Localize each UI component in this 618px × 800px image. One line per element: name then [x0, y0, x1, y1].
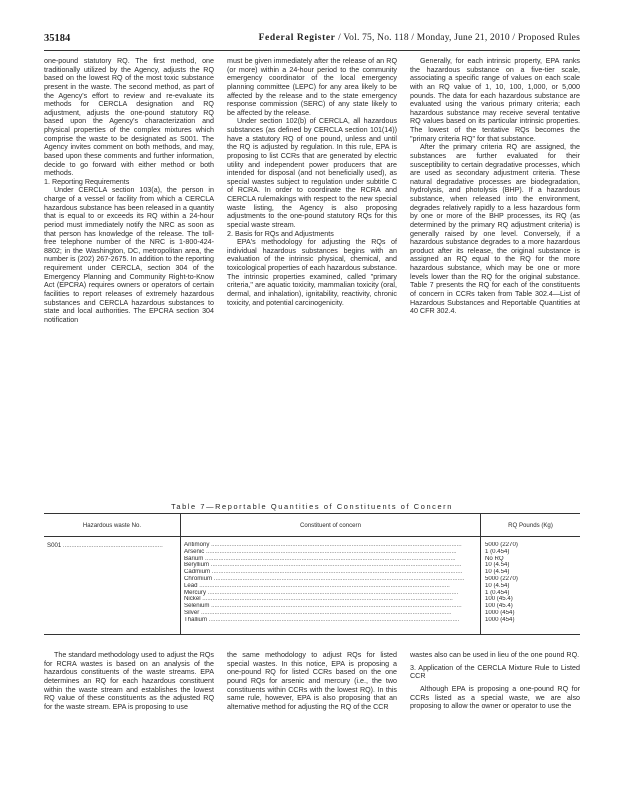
- running-head-title: Federal Register: [258, 33, 336, 43]
- dot-leader: ....................................................................................................................................................: [197, 582, 450, 589]
- table-header-rq: RQ Pounds (Kg): [481, 514, 580, 537]
- rq-value: 10 (4.54): [485, 582, 510, 589]
- paragraph: wastes also can be used in lieu of the one pound RQ.: [410, 651, 580, 659]
- table-header-constituent: Constituent of concern: [181, 514, 481, 537]
- paragraph: After the primary criteria RQ are assigned, the substances are further evaluated for their susceptibility to certain degradative processes, which are used as secondary adjustment criteria. These natural degradative processes are biodegradation, hydrolysis, and photolysis (BHP). If a hazardous substance, when released into the environment, degrades relatively rapidly to a less hazardous form by one or more of the BHP processes, its RQ (as determined by the primary RQ adjustment criteria) is generally raised by one level. Conversely, if a hazardous substance degrades to a more hazardous product after its release, the original substance is assigned an RQ equal to the RQ for the more hazardous substance, which may be one or more levels lower than the RQ for the original substance. Table 7 presents the RQ for each of the constituents of concern in CCRs taken from Table 302.4—List of Hazardous Substances and Reportable Quantities at 40 CFR 302.4.: [410, 143, 580, 316]
- constituent-name: Lead: [184, 582, 198, 589]
- dot-leader: ....................................................................................................................................................: [212, 575, 465, 582]
- running-head: [259, 33, 580, 43]
- top-column-3: [410, 57, 580, 316]
- table-title: Table 7—Reportable Quantities of Constituents of Concern: [171, 502, 453, 511]
- constituent-name: Beryllium: [184, 562, 210, 569]
- dot-leader: ....................................................................................................................................................: [210, 569, 463, 576]
- paragraph: EPA's methodology for adjusting the RQs of individual hazardous substances begins with an evaluation of the intrinsic physical, chemical, and toxicological properties of each hazardous substance. The intrinsic properties examined, called "primary criteria," are aquatic toxicity, mammalian toxicity (oral, dermal, and inhalation), ignitability, reactivity, chronic toxicity, and potential carcinogenicity.: [227, 238, 397, 307]
- table-row-constituent: [184, 569, 477, 576]
- running-header: [44, 33, 580, 47]
- paragraph: must be given immediately after the release of an RQ (or more) within a 24-hour period to the community emergency coordinator of the local emergency planning committee (LEPC) for any area likely to be affected by the release and to the state emergency response commission (SERC) of any state likely to be affected by the release.: [227, 57, 397, 117]
- rq-value: 100 (45.4): [485, 603, 513, 610]
- waste-number-cell: [47, 542, 177, 549]
- constituent-name: Nickel: [184, 596, 201, 603]
- rq-value: 1 (0.454): [485, 589, 510, 596]
- paragraph: one-pound statutory RQ. The first method, one traditionally utilized by the Agency, adjusts the RQ based on the lowest RQ of the most toxic substance present in the waste. The second method, as part of the Agency's effort to review and re-evaluate its methods for CERCLA designation and RQ adjustment, adjusts the one-pound statutory RQ based upon the Agency's characterization and physical properties of the complex mixtures which comprise the waste to be designated as S001. The Agency invites comment on both methods, and may, based upon these comments and further information, decide to go forward with either method or both methods.: [44, 57, 214, 178]
- dot-leader: ....................................................................................................................................................: [203, 555, 456, 562]
- rq-table: [44, 513, 580, 635]
- constituent-name: Cadmium: [184, 569, 211, 576]
- dot-leader: ....................................................................................................................................................: [209, 542, 462, 548]
- constituent-name: Barium: [184, 555, 204, 562]
- running-head-meta: / Vol. 75, No. 118 / Monday, June 21, 2010 / Proposed Rules: [338, 33, 580, 43]
- table-divider: [480, 537, 481, 634]
- constituent-name: Chromium: [184, 575, 213, 582]
- rq-value: 10 (4.54): [485, 569, 510, 576]
- paragraph: Generally, for each intrinsic property, EPA ranks the hazardous substance on a five-tier scale, associating a specific range of values on each scale with an RQ value of 1, 10, 100, 1,000, or 5,000 pounds. The data for each hazardous substance are evaluated using the various primary criteria; each hazardous substance may receive several tentative RQ values based on its particular intrinsic properties. The lowest of the tentative RQs becomes the "primary criteria RQ" for that substance.: [410, 57, 580, 143]
- constituent-name: Antimony: [184, 542, 210, 548]
- table-row-constituent: [184, 583, 477, 590]
- constituent-name: Silver: [184, 609, 200, 616]
- rq-column: [485, 542, 577, 624]
- page-number: 35184: [44, 33, 71, 44]
- table-row-constituent: [184, 617, 477, 624]
- bottom-column-2: [227, 651, 397, 711]
- table-row-constituent: [184, 542, 477, 549]
- constituent-name: Arsenic: [184, 548, 205, 555]
- rq-value: 5000 (2270): [485, 575, 518, 582]
- constituent-name: Selenium: [184, 603, 210, 610]
- section-heading: 3. Application of the CERCLA Mixture Rule to Listed CCR: [410, 663, 580, 681]
- top-column-2: [227, 57, 397, 307]
- constituent-column: [184, 542, 477, 624]
- dot-leader: ....................................................................................................................................................: [204, 548, 457, 555]
- bottom-column-1: [44, 651, 214, 711]
- top-column-1: [44, 57, 214, 324]
- rq-value: 10 (4.54): [485, 562, 510, 569]
- table-divider: [180, 537, 181, 634]
- table-row-constituent: [184, 562, 477, 569]
- dot-leader: ...........................................................: [61, 542, 163, 549]
- paragraph: Under CERCLA section 103(a), the person in charge of a vessel or facility from which a CERCLA hazardous substance has been released in a quantity that is equal to or exceeds its RQ within a 24-hour period must immediately notify the NRC as soon as that person has knowledge of the release. The toll-free telephone number of the NRC is 1-800-424-8802; in the Washington, DC, metropolitan area, the number is (202) 267-2675. In addition to the reporting requirement under CERCLA, section 304 of the Emergency Planning and Community Right-to-Know Act (EPCRA) requires owners or operators of certain facilities to report releases of extremely hazardous substances and CERCLA hazardous substances to state and local authorities. The EPCRA section 304 notification: [44, 186, 214, 324]
- table-row-constituent: [184, 603, 477, 610]
- dot-leader: ....................................................................................................................................................: [206, 589, 459, 596]
- paragraph: Under section 102(b) of CERCLA, all hazardous substances (as defined by CERCLA section 101(14)) have a statutory RQ of one pound, unless and until the RQ is adjusted by regulation. In this rule, EPA is proposing to list CCRs that are generated by electric utility and independent power producers that are intended for disposal (and not beneficially used), as special wastes subject to regulation under subtitle C of RCRA. In order to coordinate the RCRA and CERCLA rulemakings with respect to the new special waste listing, the Agency is also proposing adjustments to the one-pound statutory RQs for this special waste stream.: [227, 117, 397, 229]
- rq-value: 5000 (2270): [485, 542, 518, 548]
- table-row-constituent: [184, 576, 477, 583]
- table-row-constituent: [184, 596, 477, 603]
- dot-leader: ....................................................................................................................................................: [199, 609, 452, 616]
- section-heading: 1. Reporting Requirements: [44, 177, 130, 186]
- section-heading: 2. Basis for RQs and Adjustments: [227, 229, 334, 238]
- table-header-waste: Hazardous waste No.: [44, 514, 181, 537]
- rq-value: 1000 (454): [485, 616, 515, 623]
- paragraph: The standard methodology used to adjust the RQs for RCRA wastes is based on an analysis of the hazardous constituents of the waste streams. EPA determines an RQ for each hazardous constituent within the waste stream and establishes the lowest RQ value of these constituents as the adjusted RQ for the waste stream. EPA is proposing to use: [44, 651, 214, 711]
- paragraph: Although EPA is proposing a one-pound RQ for CCRs listed as a special waste, we are also proposing to allow the owner or operator to use the: [410, 684, 580, 711]
- bottom-column-3: [410, 651, 580, 711]
- waste-number: S001: [47, 542, 62, 549]
- rq-value: 100 (45.4): [485, 596, 513, 603]
- dot-leader: ....................................................................................................................................................: [209, 603, 462, 610]
- rq-value: 1 (0.454): [485, 548, 510, 555]
- header-rule: [44, 50, 580, 51]
- constituent-name: Mercury: [184, 589, 207, 596]
- table-row-constituent: [184, 549, 477, 556]
- table-row-constituent: [184, 590, 477, 597]
- table-row-constituent: [184, 610, 477, 617]
- dot-leader: ....................................................................................................................................................: [207, 616, 460, 623]
- dot-leader: ....................................................................................................................................................: [209, 562, 462, 569]
- dot-leader: ....................................................................................................................................................: [200, 596, 453, 603]
- table-row-constituent: [184, 556, 477, 563]
- rq-value: 1000 (454): [485, 609, 515, 616]
- paragraph: the same methodology to adjust RQs for listed special wastes. In this notice, EPA is proposing a one-pound RQ for listed CCRs based on the one pound RQs for arsenic and mercury (i.e., the two constituents within CCRs with the lowest RQ). In this same rule, however, EPA is also proposing that an alternative method for adjusting the RQ of the CCR: [227, 651, 397, 711]
- rq-value: No RQ: [485, 555, 504, 562]
- constituent-name: Thallium: [184, 616, 208, 623]
